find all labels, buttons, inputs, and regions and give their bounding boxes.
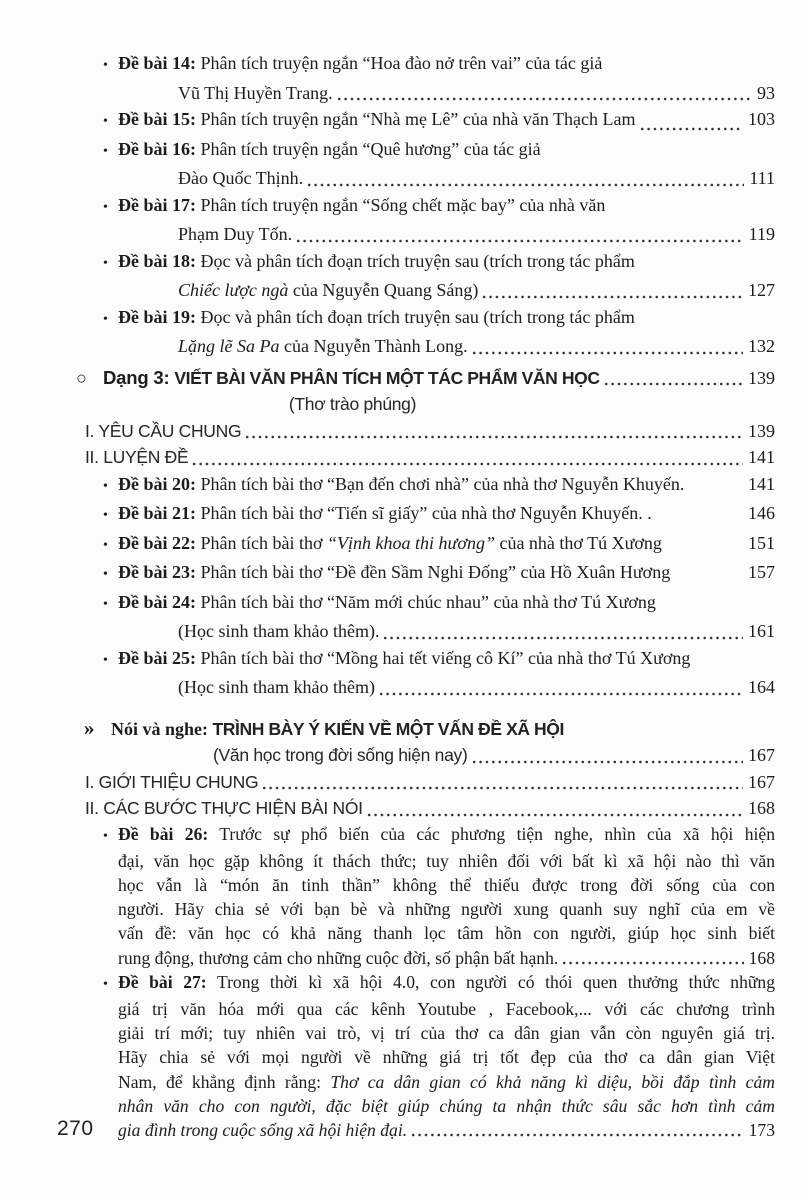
toc-line <box>0 1118 775 1142</box>
text-run: Đề bài 15: <box>118 109 196 129</box>
text-run: Đề bài 24: <box>118 591 196 612</box>
text-run: Phân tích bài thơ “Tiến sĩ giấy” của nhà thơ Nguyễn Khuyến. . <box>196 503 652 523</box>
toc-line <box>0 674 775 701</box>
text-run: (Thơ trào phúng) <box>288 394 417 414</box>
text-run: giá trị văn hóa mới qua các kênh Youtube , Facebook,... với các chương trình <box>118 998 775 1019</box>
toc-line <box>0 106 775 136</box>
toc-line-text <box>76 365 600 392</box>
bullet-dot-icon: • <box>103 143 108 159</box>
toc-line <box>0 136 775 166</box>
toc-line <box>0 304 775 334</box>
dot-leader <box>481 294 743 300</box>
toc-line-text <box>118 1047 775 1067</box>
toc-line <box>0 769 775 796</box>
text-run: đại, văn học gặp không ít thách thức; tuy nhiên đối với bất kì xã hội nào thì văn <box>118 850 775 871</box>
text-run: nhân văn cho con người, đặc biệt giúp chúng ta nhận thức sâu sắc hơn tình cảm <box>118 1095 775 1116</box>
toc-line <box>0 418 775 445</box>
toc-line <box>0 873 775 897</box>
circle-outline-icon: ○ <box>76 367 87 388</box>
toc-line-text <box>103 139 541 159</box>
bullet-dot-icon: • <box>103 537 108 553</box>
toc-line <box>0 1070 775 1094</box>
toc-line <box>0 80 775 107</box>
toc-line <box>0 444 775 471</box>
text-run: Đọc và phân tích đoạn trích truyện sau (trích trong tác phẩm <box>196 250 635 271</box>
text-run: vấn đề: văn học có khả năng thanh lọc tâm hồn con người, giúp học sinh biết <box>118 923 775 944</box>
text-run: Trước sự phổ biến của các phương tiện nghe, nhìn của xã hội hiện <box>208 823 775 844</box>
text-run: II. CÁC BƯỚC THỰC HIỆN BÀI NÓI <box>85 798 363 818</box>
dot-leader <box>471 350 743 356</box>
page-ref: 111 <box>749 168 775 188</box>
dot-leader <box>561 960 743 966</box>
toc-line-text <box>103 592 656 612</box>
text-run: Phân tích bài thơ <box>196 532 328 553</box>
text-run: Đọc và phân tích đoạn trích truyện sau (trích trong tác phẩm <box>196 306 635 327</box>
toc-line-text <box>103 648 690 668</box>
toc-line <box>0 391 775 418</box>
text-run: TRÌNH BÀY Ý KIẾN VỀ MỘT VẤN ĐỀ XÃ HỘI <box>212 718 564 739</box>
toc-line-text <box>103 824 775 844</box>
text-run: (Học sinh tham khảo thêm). <box>178 621 380 641</box>
toc-line <box>0 589 775 619</box>
toc-line <box>0 618 775 645</box>
toc-line-text <box>85 795 363 822</box>
page-ref: 167 <box>748 771 775 792</box>
text-run: Đề bài 18: <box>118 250 196 271</box>
toc-line-text <box>103 106 636 136</box>
toc-line <box>0 970 775 997</box>
text-run: Phân tích truyện ngắn “Nhà mẹ Lê” của nhà văn Thạch Lam <box>196 109 636 129</box>
toc-line-text <box>118 999 775 1019</box>
page-ref: 168 <box>748 947 775 968</box>
toc-line-text <box>118 1072 775 1092</box>
toc-line-text <box>118 923 775 943</box>
page-ref: 132 <box>748 336 775 356</box>
toc-line-text <box>103 307 635 327</box>
dot-leader <box>295 238 743 244</box>
toc-line <box>0 1094 775 1118</box>
toc-list <box>0 50 775 1142</box>
page-ref: 141 <box>748 473 775 494</box>
text-run: của Nguyễn Quang Sáng) <box>288 280 479 300</box>
toc-line <box>0 248 775 278</box>
text-run: Thơ ca dân gian có khả năng kì diệu, bồi đắp tình cảm <box>330 1071 775 1092</box>
toc-line <box>0 897 775 921</box>
text-run: Đề bài 26: <box>118 823 209 844</box>
toc-line <box>0 50 775 80</box>
text-run: Đề bài 23: <box>118 562 196 582</box>
toc-line-text <box>118 1118 407 1142</box>
double-chevron-icon: » <box>84 715 95 740</box>
text-run: Hãy chia sẻ với mọi người về những giá trị tốt đẹp của thơ ca dân gian Việt <box>118 1047 775 1068</box>
text-run: I. YÊU CẦU CHUNG <box>85 420 242 441</box>
text-run: Phân tích bài thơ “Đề đền Sầm Nghi Đống” của Hồ Xuân Hương <box>196 562 671 582</box>
toc-line-text <box>178 165 303 192</box>
dot-leader <box>382 635 743 641</box>
toc-line-text <box>178 277 478 304</box>
text-run: Phân tích bài thơ “Bạn đến chơi nhà” của nhà thơ Nguyễn Khuyến. <box>196 473 685 494</box>
toc-line-text <box>103 559 670 589</box>
dot-leader <box>471 759 743 765</box>
toc-line <box>0 645 775 675</box>
dot-leader <box>410 1132 743 1138</box>
text-run: Đề bài 20: <box>118 473 196 494</box>
text-run: Phân tích bài thơ “Mồng hai tết viếng cô Kí” của nhà thơ Tú Xương <box>196 647 691 668</box>
dot-leader <box>378 691 743 697</box>
text-run: Phạm Duy Tốn. <box>178 224 293 244</box>
text-run: gia đình trong cuộc sống xã hội hiện đại. <box>118 1119 408 1140</box>
text-run: (Học sinh tham khảo thêm) <box>178 677 375 697</box>
page-ref: 93 <box>757 82 775 103</box>
text-run: Lặng lẽ Sa Pa <box>178 336 280 356</box>
toc-line <box>0 365 775 392</box>
text-run: Phân tích truyện ngắn “Quê hương” của tác giả <box>196 138 541 159</box>
toc-line-text <box>85 418 241 445</box>
toc-line-text <box>103 500 652 530</box>
toc-line-text <box>289 394 416 414</box>
text-run: Đề bài 17: <box>118 194 196 215</box>
dot-leader <box>261 785 743 791</box>
page-ref: 161 <box>748 621 775 641</box>
text-run: Dạng 3: <box>103 366 175 388</box>
text-run: Trong thời kì xã hội 4.0, con người có thói quen thưởng thức những <box>206 971 776 992</box>
toc-line-text <box>178 674 375 701</box>
toc-line <box>0 921 775 945</box>
toc-line-text <box>118 851 775 871</box>
toc-line-text <box>118 875 775 895</box>
bullet-dot-icon: • <box>103 114 108 129</box>
text-run: Đề bài 16: <box>118 138 196 159</box>
toc-line-text <box>118 899 775 919</box>
toc-line <box>0 715 775 743</box>
text-run: Phân tích truyện ngắn “Sống chết mặc bay” của nhà văn <box>196 194 606 215</box>
toc-line <box>0 1021 775 1045</box>
bullet-dot-icon: • <box>103 596 108 612</box>
page-ref: 157 <box>748 562 775 582</box>
page-ref: 173 <box>748 1119 775 1140</box>
toc-line <box>0 946 775 970</box>
text-run: Phân tích bài thơ “Năm mới chúc nhau” của nhà thơ Tú Xương <box>196 591 656 612</box>
page-ref: 151 <box>748 532 775 553</box>
dot-leader <box>336 96 752 102</box>
text-run: Đề bài 19: <box>118 306 196 327</box>
text-run: của Nguyễn Thành Long. <box>279 336 468 356</box>
toc-line <box>0 221 775 248</box>
toc-line <box>0 165 775 192</box>
text-run: Đề bài 22: <box>118 532 196 553</box>
toc-line-text <box>85 769 258 796</box>
toc-line-text <box>118 1096 775 1116</box>
toc-line <box>0 333 775 360</box>
toc-line-text <box>85 444 188 471</box>
page-ref: 139 <box>748 420 775 441</box>
bullet-dot-icon: • <box>103 508 108 523</box>
text-run: người. Hãy chia sẻ với bạn bè và những người xung quanh suy nghĩ của em về <box>118 899 775 920</box>
toc-line <box>0 530 775 560</box>
page-ref: 168 <box>748 798 775 818</box>
text-run: Đề bài 21: <box>118 503 196 523</box>
page-ref: 139 <box>748 367 775 388</box>
dot-leader <box>603 381 743 387</box>
dot-leader <box>306 182 744 188</box>
toc-line-text <box>84 715 564 740</box>
page-ref: 119 <box>748 224 775 244</box>
toc-line <box>0 471 775 501</box>
text-run: Đề bài 25: <box>118 647 196 668</box>
toc-line-text <box>103 251 635 271</box>
text-run: Đề bài 14: <box>118 53 196 73</box>
text-run: của nhà thơ Tú Xương <box>494 532 662 553</box>
text-run: Phân tích truyện ngắn “Hoa đào nở trên vai” của tác giả <box>196 53 603 73</box>
text-run: Đào Quốc Thịnh. <box>178 168 304 188</box>
bullet-dot-icon: • <box>103 652 108 668</box>
toc-line-text <box>178 221 292 248</box>
text-run: I. GIỚI THIỆU CHUNG <box>85 771 259 792</box>
page-ref: 141 <box>748 447 775 467</box>
toc-line-text <box>213 742 468 769</box>
bullet-dot-icon: • <box>103 255 108 271</box>
toc-line <box>0 500 775 530</box>
page-ref: 164 <box>748 677 775 697</box>
toc-line <box>0 795 775 822</box>
bullet-dot-icon: • <box>103 199 108 215</box>
bullet-dot-icon: • <box>103 828 108 844</box>
text-run: giải trí mới; tuy nhiên vai trò, vị trí của thơ ca dân gian vẫn còn nguyên giá trị. <box>118 1023 775 1044</box>
text-run: Nam, để khẳng định rằng: <box>118 1071 331 1092</box>
text-run: II. LUYỆN ĐỀ <box>85 447 189 467</box>
bullet-dot-icon: • <box>103 567 108 582</box>
dot-leader <box>244 434 743 440</box>
toc-line <box>0 559 775 589</box>
toc-line <box>0 849 775 873</box>
text-run: VIẾT BÀI VĂN PHÂN TÍCH MỘT TÁC PHẨM VĂN HỌC <box>174 367 600 388</box>
toc-line-text <box>118 946 558 970</box>
bullet-dot-icon: • <box>103 311 108 327</box>
toc-line <box>0 1045 775 1069</box>
page-ref: 127 <box>748 280 775 300</box>
text-run: rung động, thương cảm cho những cuộc đời, số phận bất hạnh. <box>118 947 559 968</box>
text-run: Nói và nghe: <box>111 718 213 739</box>
text-run: (Văn học trong đời sống hiện nay) <box>213 745 468 765</box>
toc-line <box>0 997 775 1021</box>
toc-line-text <box>103 530 662 560</box>
toc-line-text <box>178 80 333 107</box>
bullet-dot-icon: • <box>103 976 108 992</box>
toc-line-text <box>178 618 379 645</box>
dot-leader <box>191 461 743 467</box>
toc-line-text <box>103 471 684 501</box>
page-ref: 103 <box>748 109 775 129</box>
text-run: “Vịnh khoa thi hương” <box>327 532 495 553</box>
text-run: Vũ Thị Huyền Trang. <box>178 82 333 103</box>
text-run: học vẫn là “món ăn tinh thần” không thể thiếu được trong đời sống của con <box>118 874 775 895</box>
text-run: Đề bài 27: <box>118 971 207 992</box>
toc-line-text <box>103 53 602 73</box>
bullet-dot-icon: • <box>103 478 108 494</box>
page-number: 270 <box>57 1117 94 1140</box>
toc-line <box>0 822 775 849</box>
toc-line-text <box>178 333 468 360</box>
toc-line <box>0 742 775 769</box>
toc-line-text <box>118 1023 775 1043</box>
text-run: Chiếc lược ngà <box>178 280 289 300</box>
toc-line <box>0 277 775 304</box>
bullet-dot-icon: • <box>103 58 108 73</box>
page-ref: 146 <box>748 503 775 523</box>
toc-line <box>0 192 775 222</box>
toc-line-text <box>103 195 605 215</box>
dot-leader <box>639 126 744 132</box>
dot-leader <box>366 812 743 818</box>
toc-line-text <box>103 972 775 992</box>
page-ref: 167 <box>748 745 775 765</box>
